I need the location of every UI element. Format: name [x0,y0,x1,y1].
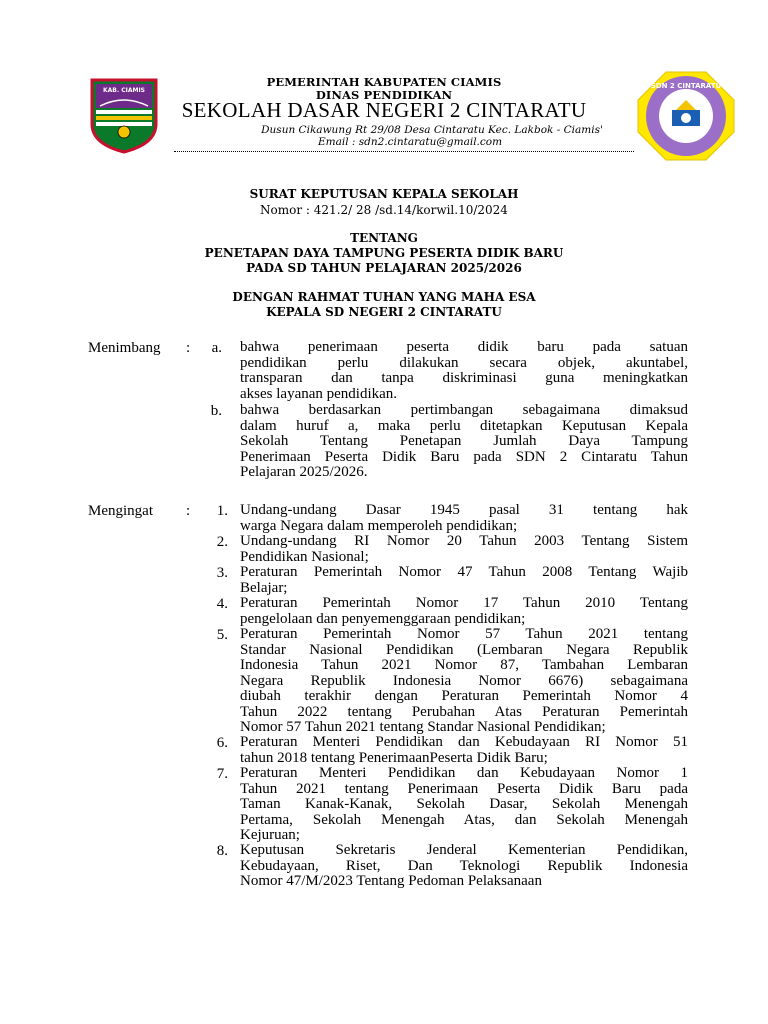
header-government: PEMERINTAH KABUPATEN CIAMIS [266,75,502,89]
menimbang-colon: : [186,340,191,356]
tentang-heading: TENTANG [350,231,418,245]
text-line: pengelolaan dan penyemenggaraan pendidikan; [240,610,526,627]
text-line: Pertama, Sekolah Menengah Atas, dan Sekolah Menengah [240,811,688,828]
text-line: diubah terakhir dengan Peraturan Pemerintah Nomor 4 [240,688,688,704]
mengingat-item-7 [240,766,688,844]
mengingat-marker-8: 8. [216,843,228,859]
text-line: akses layanan pendidikan. [240,385,398,402]
menimbang-item-b [240,403,688,481]
text-line: Peraturan Pemerintah Nomor 17 Tahun 2010 Tentang [240,595,688,611]
text-line: Negara Republik Indonesia Nomor 6676) sebagaimana [240,672,688,689]
document-type: SURAT KEPUTUSAN KEPALA SEKOLAH [249,187,519,201]
mengingat-colon: : [186,503,191,519]
text-line: Sekolah Tentang Penetapan Jumlah Daya Tampung [240,433,688,449]
text-line: Keputusan Sekretaris Jenderal Kementerian Pendidikan, [240,842,688,858]
mengingat-marker-3: 3. [216,565,228,581]
text-line: Indonesia Tahun 2021 Nomor 87, Tambahan Lembaran [240,657,688,673]
opening-line-1: DENGAN RAHMAT TUHAN YANG MAHA ESA [232,290,536,304]
text-line: warga Negara dalam memperoleh pendidikan; [240,517,518,534]
school-email: Email : sdn2.cintaratu@gmail.com [317,136,503,148]
text-line: Peraturan Menteri Pendidikan dan Kebudayaan Nomor 1 [240,765,688,781]
mengingat-item-5 [240,627,688,736]
mengingat-label: Mengingat [88,503,153,519]
text-line: Belajar; [240,579,288,596]
text-line: Standar Nasional Pendidikan (Lembaran Negara Republik [240,641,688,658]
mengingat-item-3 [240,565,688,596]
mengingat-marker-5: 5. [216,627,228,643]
opening-line-2: KEPALA SD NEGERI 2 CINTARATU [266,305,502,319]
mengingat-marker-6: 6. [216,735,228,751]
text-line: Pendidikan Nasional; [240,548,369,565]
text-line: Pelajaran 2025/2026. [240,464,368,480]
menimbang-marker-b: b. [210,403,222,419]
text-line: Kejuruan; [240,827,300,843]
text-line: Undang-undang Dasar 1945 pasal 31 tentang hak [240,502,688,518]
mengingat-marker-4: 4. [216,596,228,612]
text-line: Tahun 2021 tentang Penerimaan Peserta Didik Baru pada [240,780,688,797]
text-line: Taman Kanak-Kanak, Sekolah Dasar, Sekolah Menengah [240,796,688,812]
mengingat-item-4 [240,596,688,627]
text-line: Kebudayaan, Riset, Dan Teknologi Republik Indonesia [240,857,688,874]
text-line: Tahun 2022 tentang Perubahan Atas Peraturan Pemerintah [240,703,688,720]
subject-line-2: PADA SD TAHUN PELAJARAN 2025/2026 [246,261,522,275]
text-line: Penerimaan Peserta Didik Baru pada SDN 2 Cintaratu Tahun [240,448,688,465]
school-name: SEKOLAH DASAR NEGERI 2 CINTARATU [181,98,587,122]
header-department: DINAS PENDIDIKAN [315,88,453,102]
mengingat-marker-7: 7. [216,766,228,782]
text-line: Peraturan Menteri Pendidikan dan Kebudayaan RI Nomor 51 [240,734,688,750]
text-line: bahwa berdasarkan pertimbangan sebagaimana dimaksud [240,402,688,418]
menimbang-item-a [240,340,688,402]
svg-text:KAB. CIAMIS: KAB. CIAMIS [102,87,146,94]
text-line: Peraturan Pemerintah Nomor 47 Tahun 2008 Tentang Wajib [240,564,688,580]
mengingat-item-8 [240,843,688,890]
text-line: Peraturan Pemerintah Nomor 57 Tahun 2021 tentang [240,626,688,642]
text-line: Nomor 47/M/2023 Tentang Pedoman Pelaksanaan [240,873,542,889]
mengingat-marker-1: 1. [216,503,228,519]
mengingat-item-6 [240,735,688,766]
text-line: tahun 2018 tentang PenerimaanPeserta Didik Baru; [240,749,548,766]
text-line: Undang-undang RI Nomor 20 Tahun 2003 Tentang Sistem [240,533,688,549]
text-line: Nomor 57 Tahun 2021 tentang Standar Nasional Pendidikan; [240,719,606,735]
mengingat-item-2 [240,534,688,565]
menimbang-label: Menimbang [88,340,161,356]
header-divider [174,151,634,152]
text-line: pendidikan perlu dilakukan secara objek, akuntabel, [240,354,688,371]
text-line: transparan dan tanpa diskriminasi guna meningkatkan [240,370,688,386]
document-number: Nomor : 421.2/ 28 /sd.14/korwil.10/2024 [260,203,508,217]
menimbang-marker-a: a. [211,340,222,356]
school-address: Dusun Cikawung Rt 29/08 Desa Cintaratu Kec. Lakbok - Ciamis' [261,124,603,136]
text-line: dalam huruf a, maka perlu ditetapkan Keputusan Kepala [240,417,688,434]
text-line: bahwa penerimaan peserta didik baru pada satuan [240,339,688,355]
mengingat-item-1 [240,503,688,534]
mengingat-marker-2: 2. [216,534,228,550]
svg-text:SDN 2 CINTARATU: SDN 2 CINTARATU [650,82,722,90]
subject-line-1: PENETAPAN DAYA TAMPUNG PESERTA DIDIK BARU [204,246,564,260]
